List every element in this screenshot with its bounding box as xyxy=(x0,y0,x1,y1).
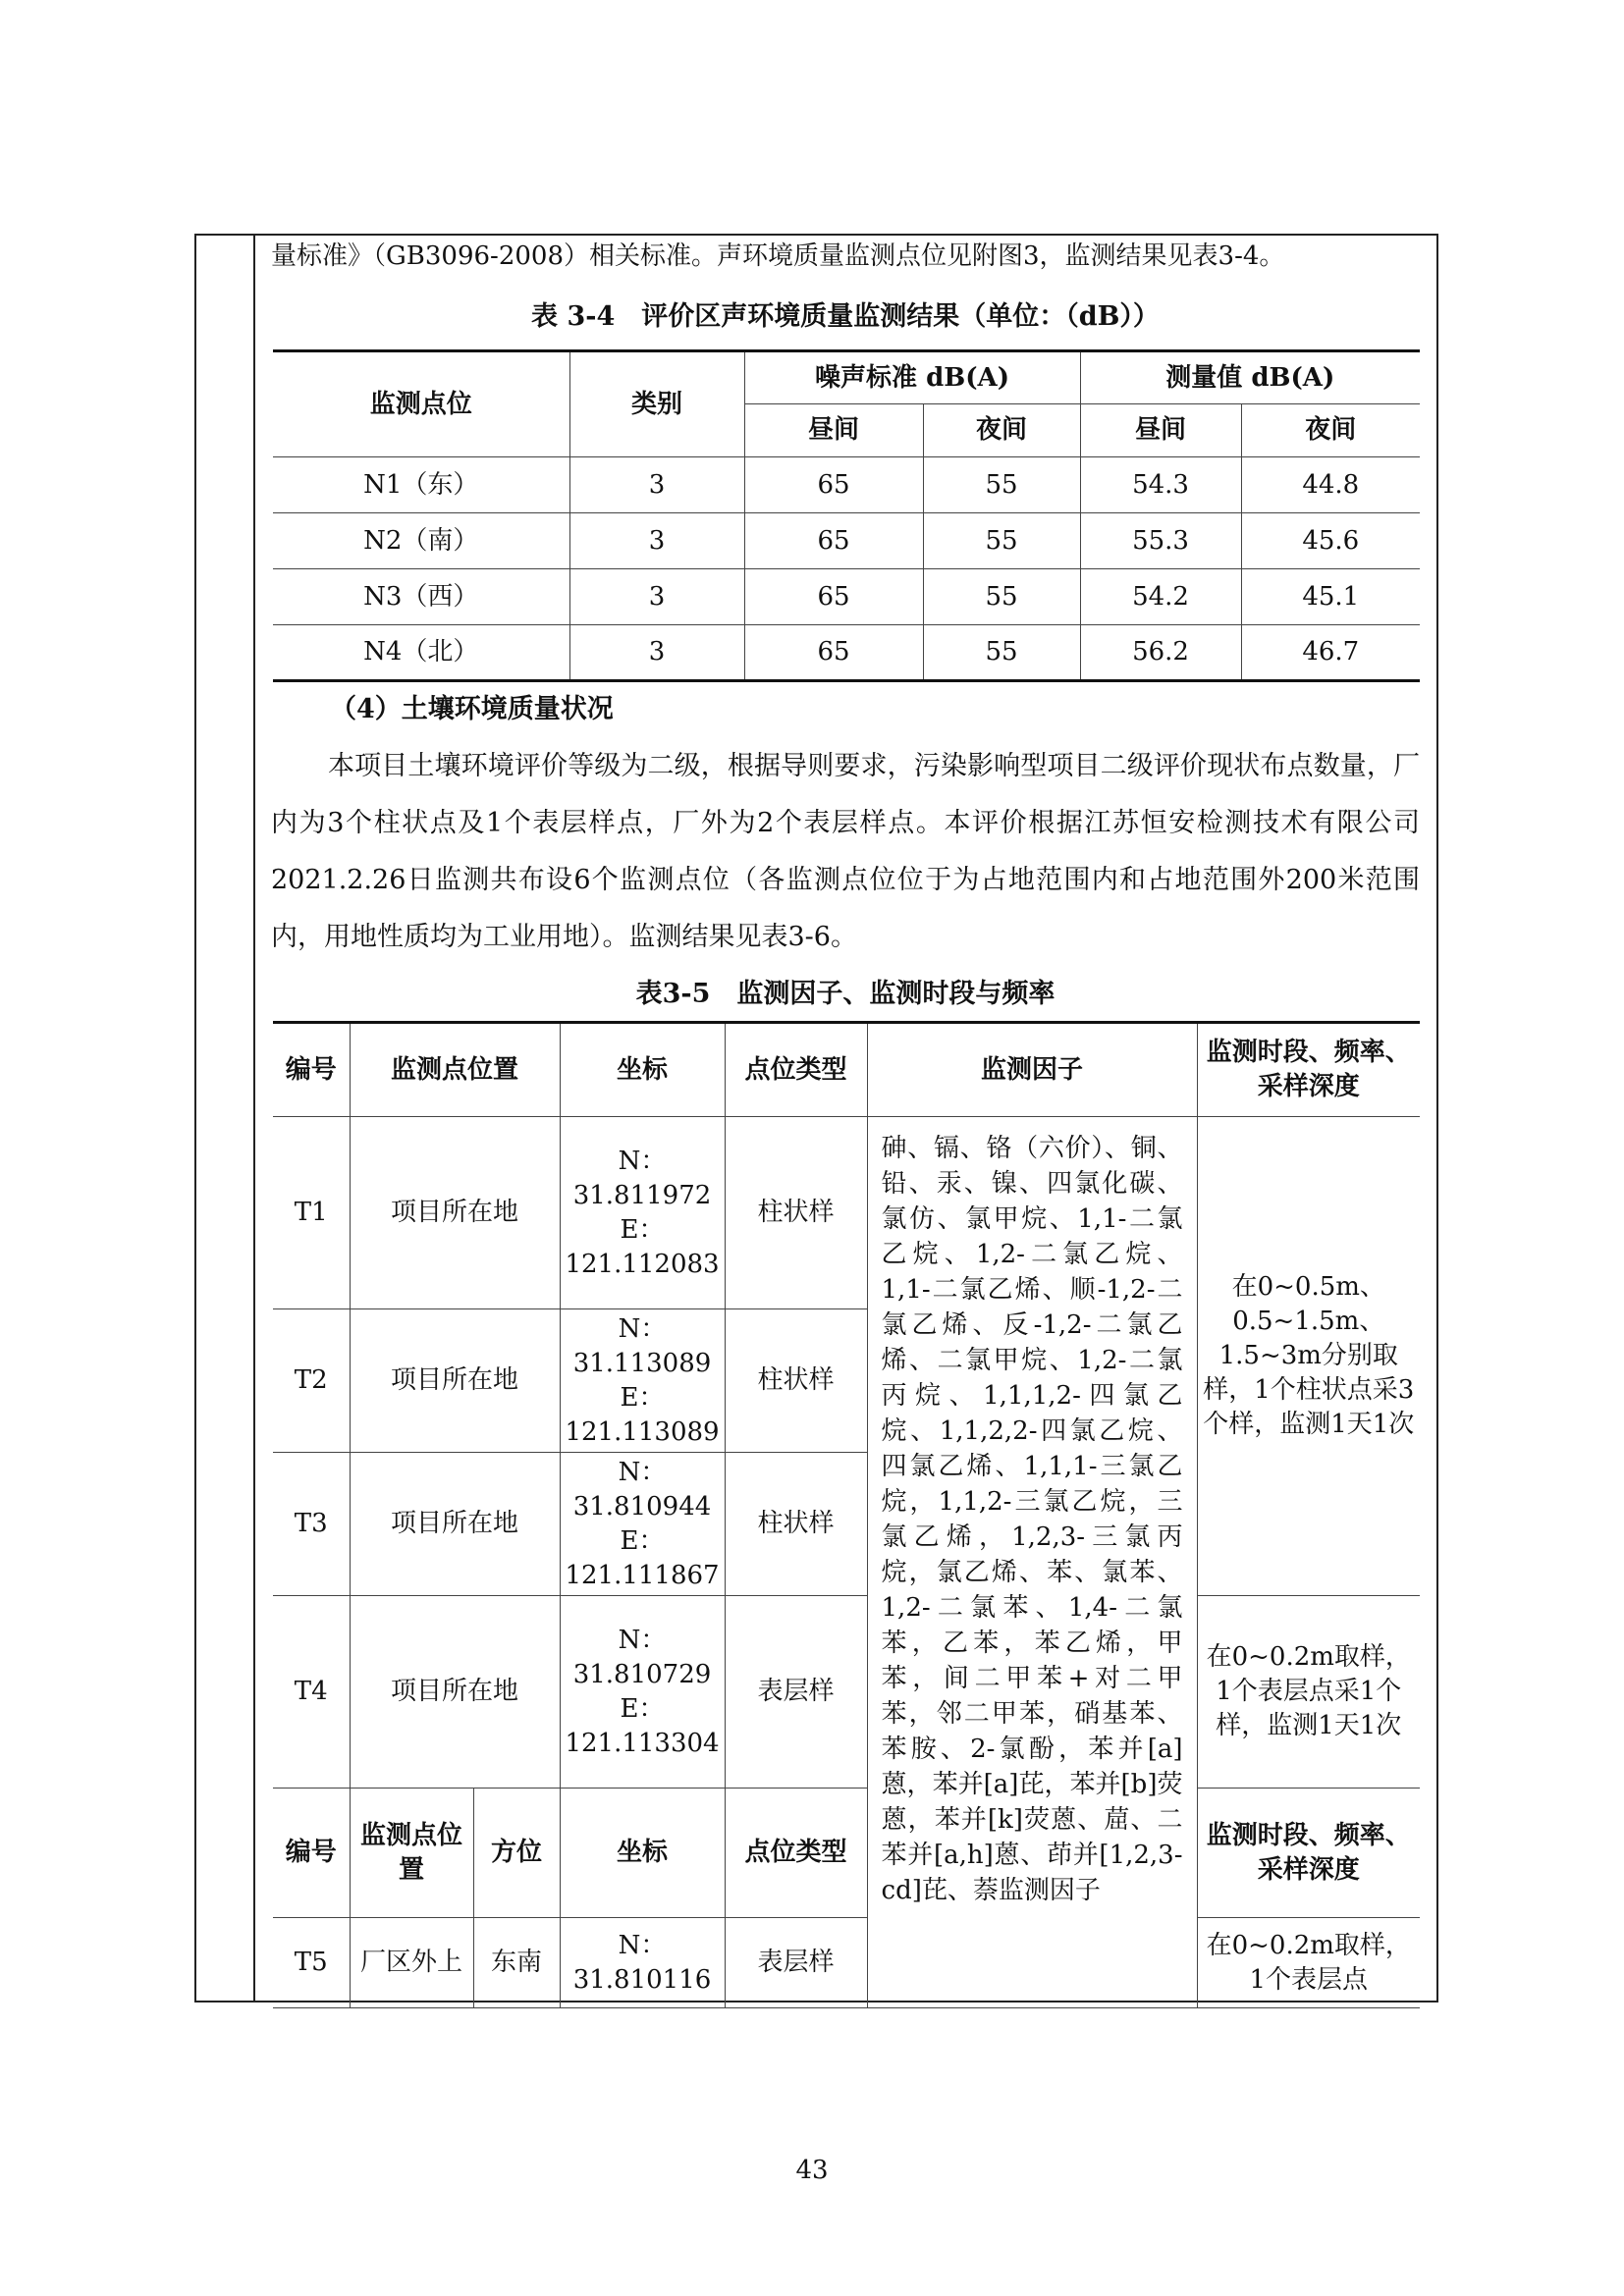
cell-location: 项目所在地 xyxy=(350,1309,560,1453)
cell-coord xyxy=(560,1117,725,1309)
header-noise-standard: 噪声标准 dB(A) xyxy=(744,351,1080,404)
cell-type: 表层样 xyxy=(725,1596,867,1789)
cell-point: N3（西） xyxy=(273,569,569,625)
cell-location: 项目所在地 xyxy=(350,1596,560,1789)
cell-coord-n: N：31.810944 xyxy=(572,1457,712,1522)
header-location: 监测点位置 xyxy=(350,1023,560,1117)
cell-std-night: 55 xyxy=(923,569,1080,625)
cell-category: 3 xyxy=(569,457,744,513)
header-measured-value: 测量值 dB(A) xyxy=(1080,351,1420,404)
table-row xyxy=(273,457,1420,513)
cell-std-night: 55 xyxy=(923,625,1080,681)
cell-coord-e: E：121.111867 xyxy=(565,1525,720,1590)
table-row xyxy=(273,569,1420,625)
cell-type: 表层样 xyxy=(725,1918,867,2008)
cell-meas-night: 45.1 xyxy=(1241,569,1420,625)
cell-location: 厂区外上 xyxy=(350,1918,473,2008)
cell-category: 3 xyxy=(569,569,744,625)
intro-text: 量标准》（GB3096-2008）相关标准。声环境质量监测点位见附图3，监测结果见表3-4。 xyxy=(271,241,1285,271)
cell-coord-n: N：31.810729 xyxy=(572,1625,712,1689)
soil-paragraph: 本项目土壤环境评价等级为二级，根据导则要求，污染影响型项目二级评价现状布点数量，厂内为3个柱状点及1个表层样点，厂外为2个表层样点。本评价根据江苏恒安检测技术有限公司2021.2.26日监测共布设6个监测点位（各监测点位位于为占地范围内和占地范围外200米范围内，用地性质均为工业用地）。监测结果见表3-6。 xyxy=(271,751,1420,952)
cell-point: N1（东） xyxy=(273,457,569,513)
cell-no: T1 xyxy=(273,1117,350,1309)
table-3-5-caption: 表3-5 监测因子、监测时段与频率 xyxy=(635,979,1056,1009)
cell-coord-e: E：121.113304 xyxy=(565,1693,720,1758)
table-row xyxy=(273,625,1420,681)
cell-std-day: 65 xyxy=(744,457,923,513)
cell-meas-day: 56.2 xyxy=(1080,625,1241,681)
cell-type: 柱状样 xyxy=(725,1309,867,1453)
cell-coord-n: N：31.810116 xyxy=(560,1918,725,2008)
cell-coord xyxy=(560,1309,725,1453)
header-point: 监测点位 xyxy=(273,351,569,457)
cell-no: T3 xyxy=(273,1453,350,1596)
cell-coord-e: E：121.112083 xyxy=(565,1214,720,1279)
cell-std-night: 55 xyxy=(923,513,1080,569)
cell-point: N4（北） xyxy=(273,625,569,681)
table-row xyxy=(273,1596,1420,1789)
header-period: 监测时段、频率、采样深度 xyxy=(1197,1023,1420,1117)
subheader-no: 编号 xyxy=(273,1789,350,1918)
cell-std-day: 65 xyxy=(744,513,923,569)
subheader-type: 点位类型 xyxy=(725,1789,867,1918)
header-meas-day: 昼间 xyxy=(1080,404,1241,457)
soil-section-heading: （4）土壤环境质量状况 xyxy=(330,694,614,724)
frame-margin-line xyxy=(253,234,255,2002)
cell-coord xyxy=(560,1453,725,1596)
cell-meas-day: 55.3 xyxy=(1080,513,1241,569)
header-meas-night: 夜间 xyxy=(1241,404,1420,457)
cell-meas-night: 46.7 xyxy=(1241,625,1420,681)
header-std-night: 夜间 xyxy=(923,404,1080,457)
cell-category: 3 xyxy=(569,625,744,681)
subheader-period: 监测时段、频率、采样深度 xyxy=(1197,1789,1420,1918)
cell-period: 在0~0.2m取样，1个表层点 xyxy=(1197,1918,1420,2008)
cell-type: 柱状样 xyxy=(725,1117,867,1309)
cell-point: N2（南） xyxy=(273,513,569,569)
header-category: 类别 xyxy=(569,351,744,457)
cell-no: T4 xyxy=(273,1596,350,1789)
cell-coord-n: N：31.811972 xyxy=(572,1146,712,1210)
table-row xyxy=(273,1117,1420,1309)
cell-std-day: 65 xyxy=(744,625,923,681)
cell-type: 柱状样 xyxy=(725,1453,867,1596)
page-number: 43 xyxy=(795,2156,829,2185)
table-3-4-caption: 表 3-4 评价区声环境质量监测结果（单位：（dB）） xyxy=(531,301,1160,332)
header-factors: 监测因子 xyxy=(867,1023,1197,1117)
cell-location: 项目所在地 xyxy=(350,1453,560,1596)
cell-meas-night: 45.6 xyxy=(1241,513,1420,569)
cell-coord-e: E：121.113089 xyxy=(565,1382,720,1447)
subheader-coord: 坐标 xyxy=(560,1789,725,1918)
cell-std-day: 65 xyxy=(744,569,923,625)
table-row xyxy=(273,1918,1420,2008)
cell-std-night: 55 xyxy=(923,457,1080,513)
cell-direction: 东南 xyxy=(473,1918,560,2008)
cell-meas-day: 54.3 xyxy=(1080,457,1241,513)
subheader-location: 监测点位置 xyxy=(350,1789,473,1918)
cell-location: 项目所在地 xyxy=(350,1117,560,1309)
soil-monitoring-table xyxy=(273,1021,1420,2008)
cell-period-columnar: 在0~0.5m、0.5~1.5m、1.5~3m分别取样，1个柱状点采3个样，监测1天1次 xyxy=(1197,1117,1420,1596)
header-no: 编号 xyxy=(273,1023,350,1117)
header-coord: 坐标 xyxy=(560,1023,725,1117)
cell-category: 3 xyxy=(569,513,744,569)
subheader-direction: 方位 xyxy=(473,1789,560,1918)
cell-coord xyxy=(560,1596,725,1789)
header-type: 点位类型 xyxy=(725,1023,867,1117)
cell-period-surface: 在0~0.2m取样，1个表层点采1个样，监测1天1次 xyxy=(1197,1596,1420,1789)
header-std-day: 昼间 xyxy=(744,404,923,457)
cell-meas-day: 54.2 xyxy=(1080,569,1241,625)
cell-coord-n: N：31.113089 xyxy=(572,1313,712,1378)
table-row xyxy=(273,513,1420,569)
noise-monitoring-table xyxy=(273,349,1420,682)
cell-no: T2 xyxy=(273,1309,350,1453)
cell-no: T5 xyxy=(273,1918,350,2008)
cell-meas-night: 44.8 xyxy=(1241,457,1420,513)
cell-monitoring-factors: 砷、镉、铬（六价）、铜、铅、汞、镍、四氯化碳、氯仿、氯甲烷、1,1-二氯乙烷、1,2-二氯乙烷、1,1-二氯乙烯、顺-1,2-二氯乙烯、反-1,2-二氯乙烯、二氯甲烷、1,2-二氯丙烷、1,1,1,2-四氯乙烷、1,1,2,2-四氯乙烷、四氯乙烯、1,1,1-三氯乙烷，1,1,2-三氯乙烷，三氯乙烯，1,2,3-三氯丙烷，氯乙烯、苯、氯苯、1,2-二氯苯、1,4-二氯苯，乙苯，苯乙烯，甲苯，间二甲苯+对二甲苯，邻二甲苯，硝基苯、苯胺、2-氯酚，苯并[a]蒽，苯并[a]芘，苯并[b]荧蒽，苯并[k]荧蒽、䓛、二苯并[a,h]蒽、茚并[1,2,3-cd]芘、萘监测因子 xyxy=(867,1117,1197,2008)
